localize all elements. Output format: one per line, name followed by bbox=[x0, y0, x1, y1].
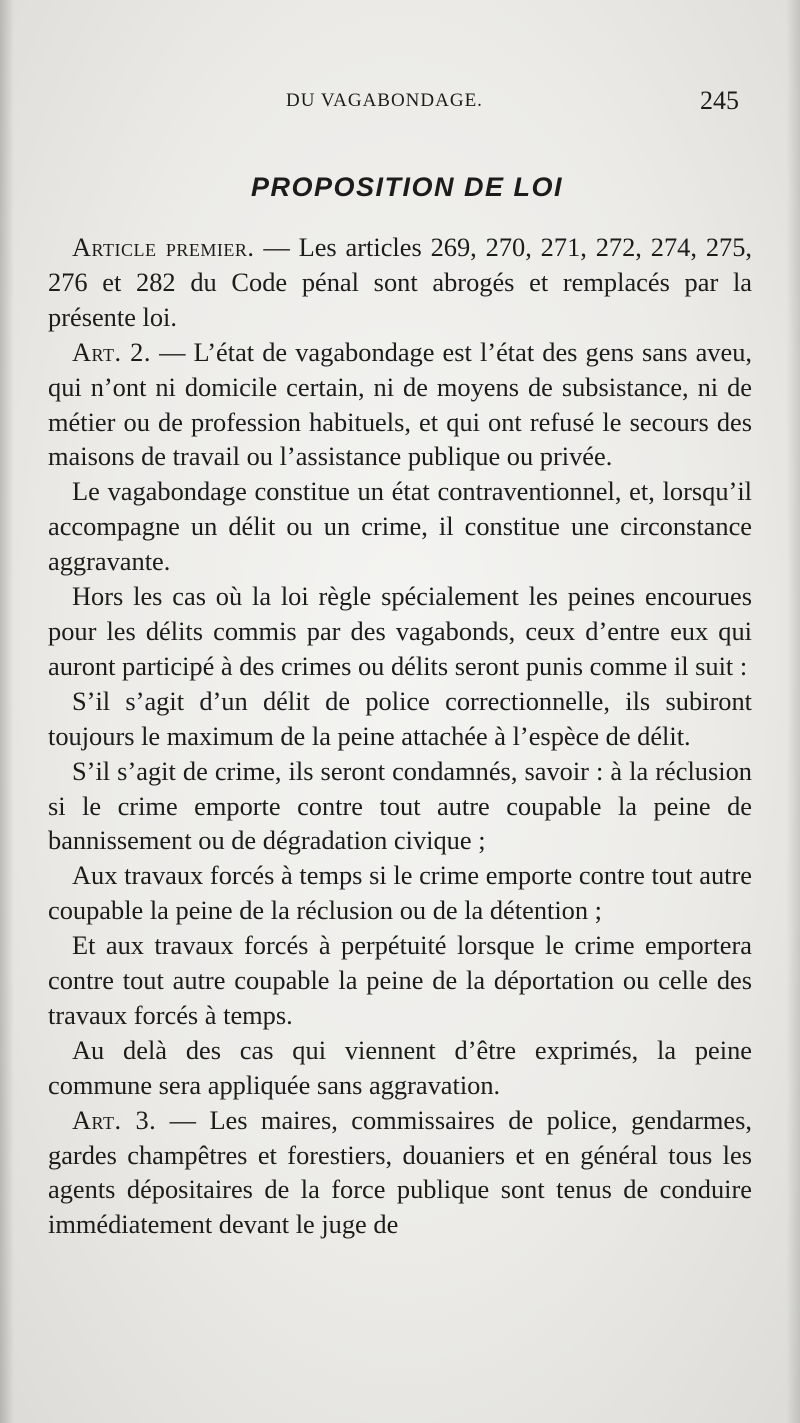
page-edge-shadow-left bbox=[0, 0, 14, 1423]
paragraph-text: Le vagabondage constitue un état contraventionnel, et, lorsqu’il accompagne un délit ou un crime, il constitue une circonstance aggravante. bbox=[48, 476, 752, 577]
paragraph bbox=[48, 754, 752, 859]
body-text bbox=[48, 230, 752, 1242]
page-number: 245 bbox=[700, 86, 739, 115]
article-heading: Article premier. bbox=[72, 232, 255, 262]
paragraph-text: — L’état de vagabondage est l’état des gens sans aveu, qui n’ont ni domicile certain, ni de moyens de subsistance, ni de métier ou de profession habituels, et qui ont refusé le secours des maisons de travail ou l’assistance publique ou privée. bbox=[48, 336, 752, 472]
article-heading: Art. 3. bbox=[72, 1104, 157, 1135]
paragraph-text: S’il s’agit d’un délit de police correctionnelle, ils subiront toujours le maximum de la peine attachée à l’espèce de délit. bbox=[48, 685, 752, 751]
paragraph bbox=[48, 474, 752, 579]
paragraph bbox=[48, 928, 752, 1033]
paragraph-article-3 bbox=[48, 1103, 752, 1243]
paragraph-text: Aux travaux forcés à temps si le crime emporte contre tout autre coupable la peine de la réclusion ou de la détention ; bbox=[48, 860, 752, 926]
paragraph-article-2 bbox=[48, 335, 752, 475]
paragraph bbox=[48, 1033, 752, 1103]
paragraph bbox=[48, 858, 752, 928]
running-title: DU VAGABONDAGE. bbox=[286, 90, 483, 111]
paragraph-text: Et aux travaux forcés à perpétuité lorsque le crime emportera contre tout autre coupable la peine de la déportation ou celle des travaux forcés à temps. bbox=[48, 930, 752, 1030]
paragraph-text: S’il s’agit de crime, ils seront condamnés, savoir : à la réclusion si le crime emporte contre tout autre coupable la peine de bannissement ou de dégradation civique ; bbox=[48, 755, 752, 856]
paragraph-text: Hors les cas où la loi règle spécialement les peines encourues pour les délits commis par des vagabonds, ceux d’entre eux qui auront participé à des crimes ou délits seront punis comme il suit : bbox=[48, 581, 752, 681]
paragraph-text: Au delà des cas qui viennent d’être exprimés, la peine commune sera appliquée sans aggravation. bbox=[48, 1034, 752, 1100]
page-header bbox=[0, 86, 800, 122]
article-heading: Art. 2. bbox=[72, 336, 151, 367]
section-title: PROPOSITION DE LOI bbox=[250, 172, 564, 202]
page-edge-shadow-right bbox=[786, 0, 800, 1423]
paragraph bbox=[48, 579, 752, 684]
paragraph-article-1 bbox=[48, 230, 752, 335]
paragraph-text: — Les maires, commissaires de police, gendarmes, gardes champêtres et forestiers, douaniers et en général tous les agents dépositaires de la force publique sont tenus de conduire immédiatement devant le juge de bbox=[48, 1104, 752, 1240]
paragraph bbox=[48, 684, 752, 754]
paragraph-text: — Les articles 269, 270, 271, 272, 274, 275, 276 et 282 du Code pénal sont abrogés et remplacés par la présente loi. bbox=[48, 232, 753, 332]
